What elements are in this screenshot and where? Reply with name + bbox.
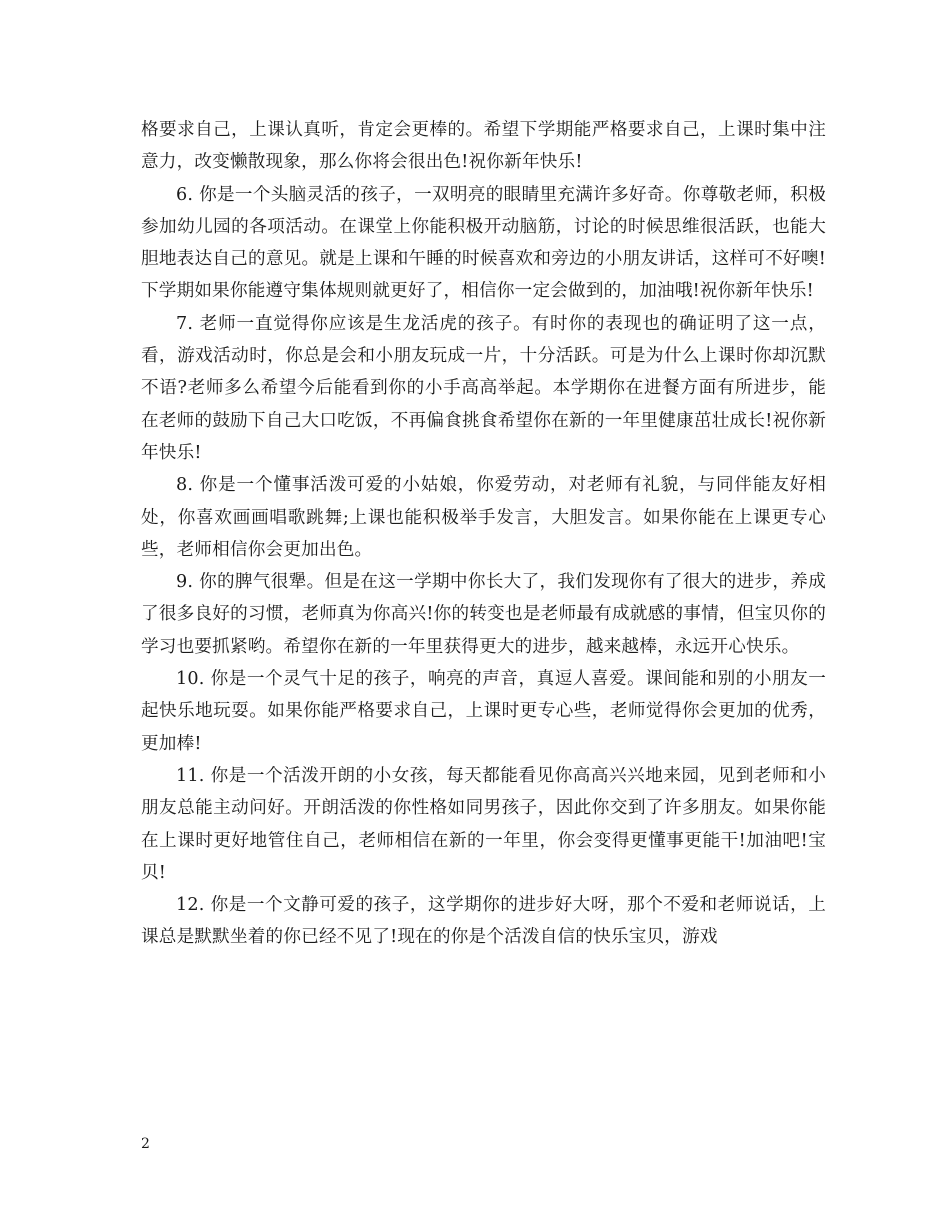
- paragraph-item-8: 8. 你是一个懂事活泼可爱的小姑娘，你爱劳动，对老师有礼貌，与同伴能友好相处，你喜欢画画唱歌跳舞;上课也能积极举手发言，大胆发言。如果你能在上课更专心些，老师相信你会更加出色。: [141, 475, 826, 560]
- paragraph-item-6: 6. 你是一个头脑灵活的孩子，一双明亮的眼睛里充满许多好奇。你尊敬老师，积极参加幼儿园的各项活动。在课堂上你能积极开动脑筋，讨论的时候思维很活跃，也能大胆地表达自己的意见。就是上课和午睡的时候喜欢和旁边的小朋友讲话，这样可不好噢!下学期如果你能遵守集体规则就更好了，相信你一定会做到的，加油哦!祝你新年快乐!: [141, 184, 826, 302]
- paragraph-item-10: 10. 你是一个灵气十足的孩子，响亮的声音，真逗人喜爱。课间能和别的小朋友一起快乐地玩耍。如果你能严格要求自己，上课时更专心些，老师觉得你会更加的优秀，更加棒!: [141, 669, 826, 754]
- page-number: 2: [141, 1136, 150, 1152]
- paragraph-item-11: 11. 你是一个活泼开朗的小女孩，每天都能看见你高高兴兴地来园，见到老师和小朋友总能主动问好。开朗活泼的你性格如同男孩子，因此你交到了许多朋友。如果你能在上课时更好地管住自己，老师相信在新的一年里，你会变得更懂事更能干!加油吧!宝贝!: [141, 765, 826, 883]
- paragraph-item-7: 7. 老师一直觉得你应该是生龙活虎的孩子。有时你的表现也的确证明了这一点，看，游戏活动时，你总是会和小朋友玩成一片，十分活跃。可是为什么上课时你却沉默不语?老师多么希望今后能看到你的小手高高举起。本学期你在进餐方面有所进步，能在老师的鼓励下自己大口吃饭，不再偏食挑食希望你在新的一年里健康茁壮成长!祝你新年快乐!: [141, 313, 826, 463]
- paragraph-item-12: 12. 你是一个文静可爱的孩子，这学期你的进步好大呀，那个不爱和老师说话，上课总是默默坐着的你已经不见了!现在的你是个活泼自信的快乐宝贝，游戏: [141, 895, 826, 948]
- document-body: [141, 114, 826, 954]
- paragraph-item-9: 9. 你的脾气很犟。但是在这一学期中你长大了，我们发现你有了很大的进步，养成了很多良好的习惯，老师真为你高兴!你的转变也是老师最有成就感的事情，但宝贝你的学习也要抓紧哟。希望你在新的一年里获得更大的进步，越来越棒，永远开心快乐。: [141, 572, 826, 657]
- paragraph-continuation: 格要求自己，上课认真听，肯定会更棒的。希望下学期能严格要求自己，上课时集中注意力，改变懒散现象，那么你将会很出色!祝你新年快乐!: [141, 120, 826, 173]
